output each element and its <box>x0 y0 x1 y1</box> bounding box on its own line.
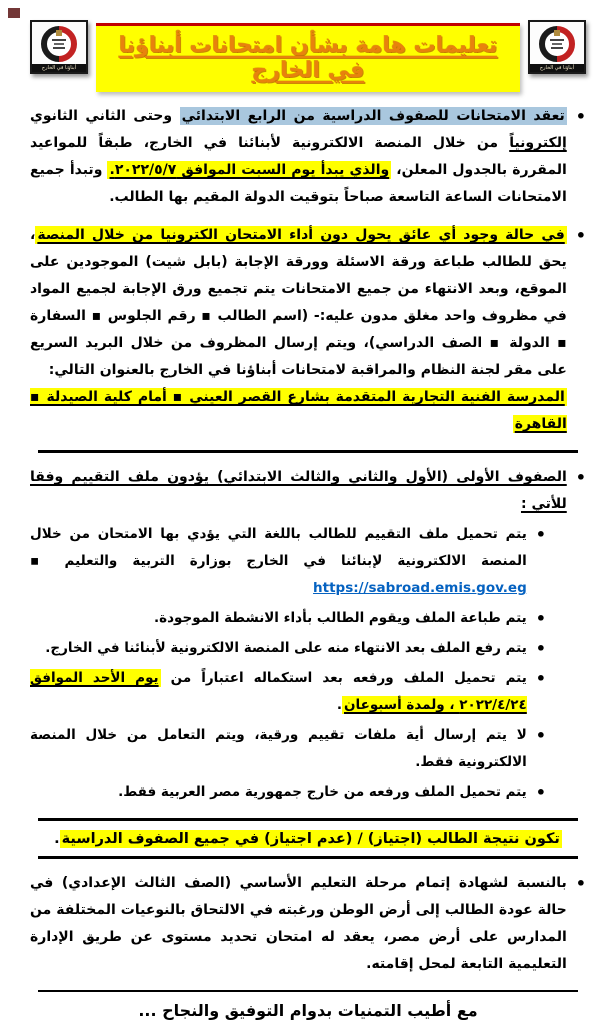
footer-wishes: مع أطيب التمنيات بدوام التوفيق والنجاح ... <box>138 1001 478 1020</box>
bullet-icon <box>576 464 586 518</box>
bullet-icon <box>536 635 546 662</box>
text-segment: يوم الأحد الموافق ٢٠٢٢/٤/٢٤ ، ولمدة أسبوعان <box>30 670 527 713</box>
early-grades-heading-text <box>30 464 567 518</box>
text-segment: يتم تحميل ملف التقييم للطالب باللغة التي يؤدي بها الامتحان من خلال المنصة الالكترونية لإبنائنا في الخارج بوزارة التربية والتعليم ▪ <box>30 526 527 569</box>
text-segment: يتم تحميل الملف ورفعه من خارج جمهورية مصر العربية فقط. <box>118 784 527 800</box>
bullet-icon <box>536 779 546 806</box>
result-statement-text <box>54 830 562 848</box>
bullet-icon <box>536 665 546 719</box>
text-segment: يتم تحميل الملف ورفعه بعد استكماله اعتباراً من <box>160 670 527 686</box>
bullet-icon <box>536 521 546 602</box>
text-segment: في حالة وجود أي عائق يحول دون أداء الامتحان الكترونيا من خلال المنصة <box>37 227 565 243</box>
assessment-item-text <box>30 665 527 719</box>
divider-rule <box>38 818 578 821</box>
bullet-icon <box>536 722 546 776</box>
exam-schedule-text <box>30 103 567 211</box>
text-segment: . <box>336 697 343 713</box>
text-segment: ، يحق للطالب طباعة ورقة الاسئلة وورقة الإجابة (بابل شيت) الموجودين على الموقع، وبعد الانتهاء من جميع الامتحانات يتم تجميع ورق الإجابة لجميع المواد في مظروف واحد مغلق مدون عليه:- (اسم الطالب ▪ رقم الجلوس ▪ السفارة ▪ الدولة ▪ الصف الدراسي)، ويتم إرسال المظروف من خلال البريد السريع على مقر لجنة النظام والمراقبة لامتحانات أبناؤنا في الخارج بالعنوان التالي: <box>30 227 567 378</box>
emblem-caption: أبناؤنا في الخارج <box>32 64 86 72</box>
result-statement <box>30 826 586 852</box>
text-segment: بالنسبة لشهادة إتمام مرحلة التعليم الأساسي (الصف الثالث الإعدادي) في حالة عودة الطالب إلى أرض الوطن ورغبته في الالتحاق بالنوعيات المختلفة من المدارس على أرض مصر، يعقد له امتحان تحديد مستوى عن طريق الإدارة التعليمية التابعة لمحل إقامته. <box>30 875 567 972</box>
assessment-item-download <box>30 521 546 602</box>
document-header <box>30 20 586 92</box>
bullet-icon <box>576 222 586 438</box>
title-banner <box>96 23 520 92</box>
text-segment: وتبدأ جميع الامتحانات الساعة التاسعة صباحاً بتوقيت الدولة المقيم بها الطالب. <box>30 162 567 205</box>
text-segment: تكون نتيجة الطالب (اجتياز) / (عدم اجتياز) في جميع الصفوف الدراسية <box>61 831 560 847</box>
bullet-paragraph-obstacle-procedure <box>30 222 586 438</box>
text-segment: المدرسة الفنية التجارية المتقدمة بشارع القصر العيني ▪ أمام كلية الصيدلة ▪ القاهرة <box>30 389 567 432</box>
text-segment: يتم رفع الملف بعد الانتهاء منه على المنصة الالكترونية لأبنائنا في الخارج. <box>45 640 527 656</box>
text-segment: يتم طباعة الملف ويقوم الطالب بأداء الانشطة الموجودة. <box>153 610 527 626</box>
crescent-emblem-graphic <box>32 22 86 64</box>
bullet-icon <box>536 605 546 632</box>
text-segment: . <box>54 831 60 847</box>
crescent-emblem-icon <box>32 22 86 64</box>
divider-rule <box>38 450 578 453</box>
assessment-item-dates <box>30 665 546 719</box>
bullet-icon <box>576 870 586 978</box>
bullet-paragraph-basic-education-certificate <box>30 870 586 978</box>
bullet-paragraph-exam-schedule <box>30 103 586 211</box>
basic-education-certificate-text <box>30 870 567 978</box>
page-title: تعليمات هامة بشأن امتحانات أبناؤنا في الخارج <box>118 33 498 83</box>
divider-rule <box>38 856 578 859</box>
platform-url-link[interactable]: https://sabroad.emis.gov.eg <box>313 580 527 596</box>
text-segment: لا يتم إرسال أية ملفات تقييم ورقية، ويتم التعامل من خلال المنصة الالكترونية فقط. <box>30 727 527 770</box>
text-segment: إلكترونياً <box>509 135 567 151</box>
crescent-emblem-graphic <box>530 22 584 64</box>
assessment-item-upload <box>30 635 546 662</box>
text-segment: من خلال المنصة الالكترونية لأبنائنا في الخارج، طبقاً للمواعيد المقررة بالجدول المعلن، <box>30 135 567 178</box>
section-heading-early-grades <box>30 464 586 518</box>
assessment-item-no-paper <box>30 722 546 776</box>
text-segment: وحتى الثاني الثانوي <box>30 108 180 124</box>
assessment-item-text <box>30 722 527 776</box>
assessment-item-outside-egypt <box>30 779 546 806</box>
crescent-emblem-icon <box>530 22 584 64</box>
bullet-icon <box>576 103 586 211</box>
text-segment: والذي يبدأ يوم السبت الموافق ٢٠٢٢/٥/٧. <box>109 162 390 178</box>
assessment-item-text <box>30 521 527 602</box>
obstacle-procedure-text <box>30 222 567 438</box>
assessment-item-text <box>30 605 527 632</box>
text-segment: تعقد الامتحانات للصفوف الدراسية من الرابع الابتدائي <box>181 108 565 124</box>
scan-artifact <box>8 8 20 18</box>
footer-rule <box>38 990 578 992</box>
assessment-item-text <box>30 635 527 662</box>
ministry-emblem-icon <box>528 20 586 74</box>
text-segment: الصفوف الأولى (الأول والثاني والثالث الابتدائي) يؤدون ملف التقييم وفقا للأتي : <box>30 469 567 512</box>
ministry-emblem-icon <box>30 20 88 74</box>
assessment-item-print <box>30 605 546 632</box>
assessment-item-text <box>30 779 527 806</box>
emblem-caption: أبناؤنا في الخارج <box>530 64 584 72</box>
